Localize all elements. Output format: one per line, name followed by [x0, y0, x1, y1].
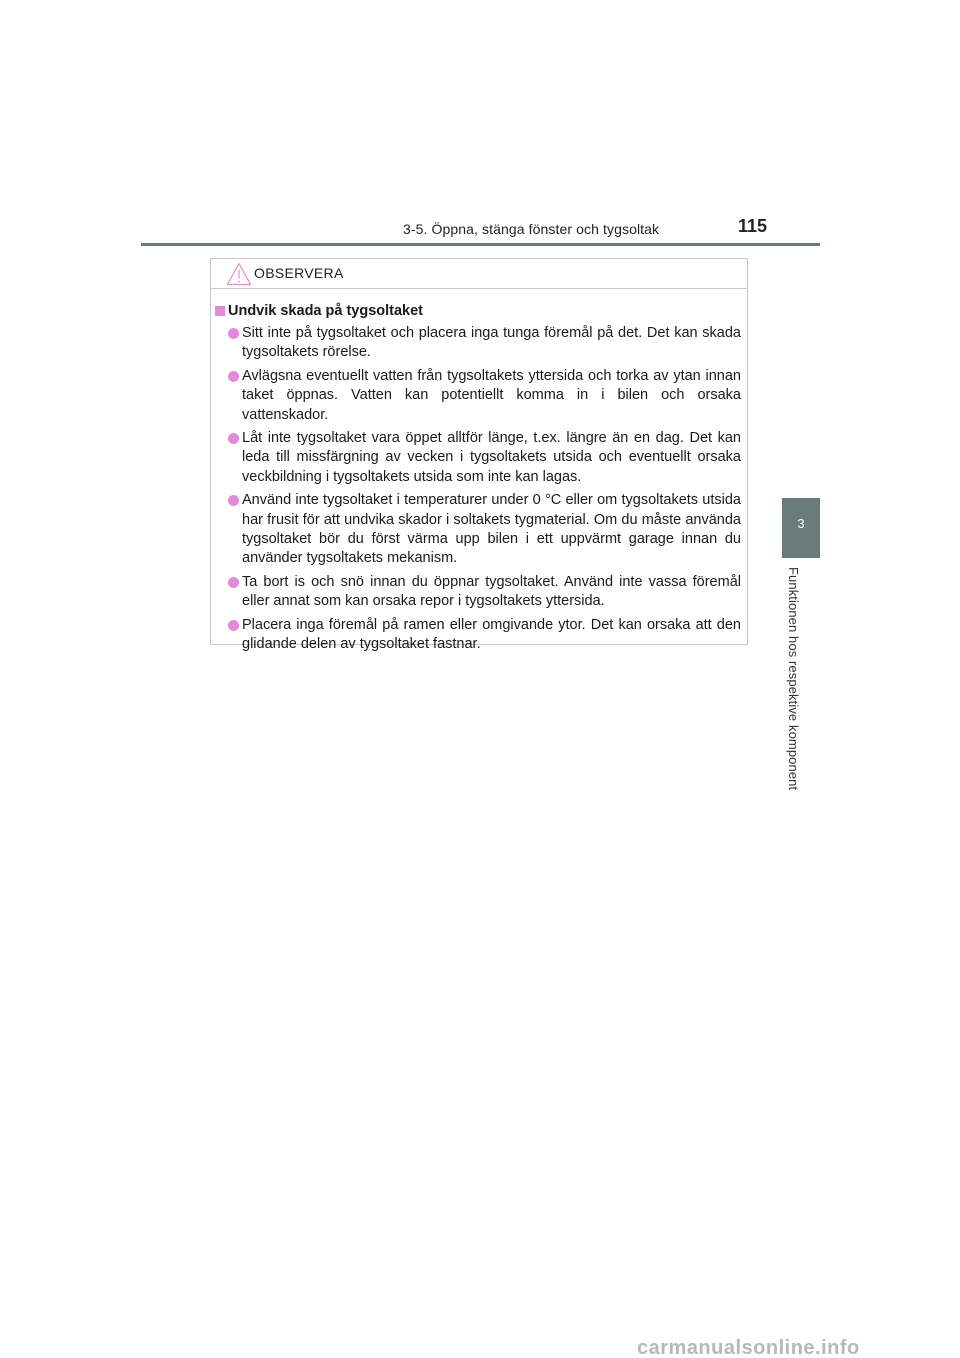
list-item-text: Låt inte tygsoltaket vara öppet alltför länge, t.ex. längre än en dag. Det kan leda till missfärgning av vecken i tygsoltakets utsida och eventuellt orsaka veckbildning i tygsoltakets utsida som inte kan lagas. [242, 430, 741, 485]
list-item-text: Sitt inte på tygsoltaket och placera inga tunga föremål på det. Det kan skada tygsoltakets rörelse. [242, 325, 741, 361]
warning-triangle-icon [226, 262, 252, 286]
bullet-icon [228, 371, 239, 382]
watermark-logo [635, 1337, 955, 1357]
bullet-icon [228, 577, 239, 588]
header-divider [141, 243, 820, 246]
caution-body [211, 289, 747, 655]
list-item [215, 491, 741, 569]
list-item-text: Avlägsna eventuellt vatten från tygsoltakets yttersida och torka av ytan innan taket öppnas. Vatten kan potentiellt komma in i bilen och orsaka vattenskador. [242, 367, 741, 423]
list-item-text: Ta bort is och snö innan du öppnar tygsoltaket. Använd inte vassa föremål eller annat som kan orsaka repor i tygsoltakets yttersida. [242, 573, 741, 610]
caution-subheading [215, 302, 741, 321]
chapter-label: Funktionen hos respektive komponent [786, 567, 801, 791]
chapter-tab [782, 498, 820, 558]
caution-header [211, 259, 747, 289]
list-item [215, 573, 741, 612]
watermark-text: carmanualsonline.info [637, 1337, 860, 1357]
list-item [215, 324, 741, 363]
list-item-text: Placera inga föremål på ramen eller omgivande ytor. Det kan orsaka att den glidande delen av tygsoltaket fastnar. [242, 616, 741, 653]
page-number: 115 [738, 216, 768, 236]
bullet-icon [228, 620, 239, 631]
list-item [215, 429, 741, 487]
bullet-icon [228, 328, 239, 339]
chapter-number: 3 [797, 516, 805, 531]
caution-title: OBSERVERA [254, 265, 344, 281]
list-item-text: Använd inte tygsoltaket i temperaturer under 0 °C eller om tygsoltakets utsida har frusit för att undvika skador i soltakets tygmaterial. Om du måste använda tygsoltaket bör du först värma upp bilen i ett uppvärmt garage innan du använder tygsoltakets mekanism. [242, 492, 741, 567]
list-item [215, 616, 741, 655]
bullet-icon [228, 495, 239, 506]
list-item [215, 367, 741, 425]
section-title: 3-5. Öppna, stänga fönster och tygsoltak [403, 221, 660, 237]
caution-box [210, 258, 748, 653]
bullet-icon [228, 433, 239, 444]
subheading-text: Undvik skada på tygsoltaket [228, 303, 424, 319]
square-bullet-icon [215, 306, 225, 316]
